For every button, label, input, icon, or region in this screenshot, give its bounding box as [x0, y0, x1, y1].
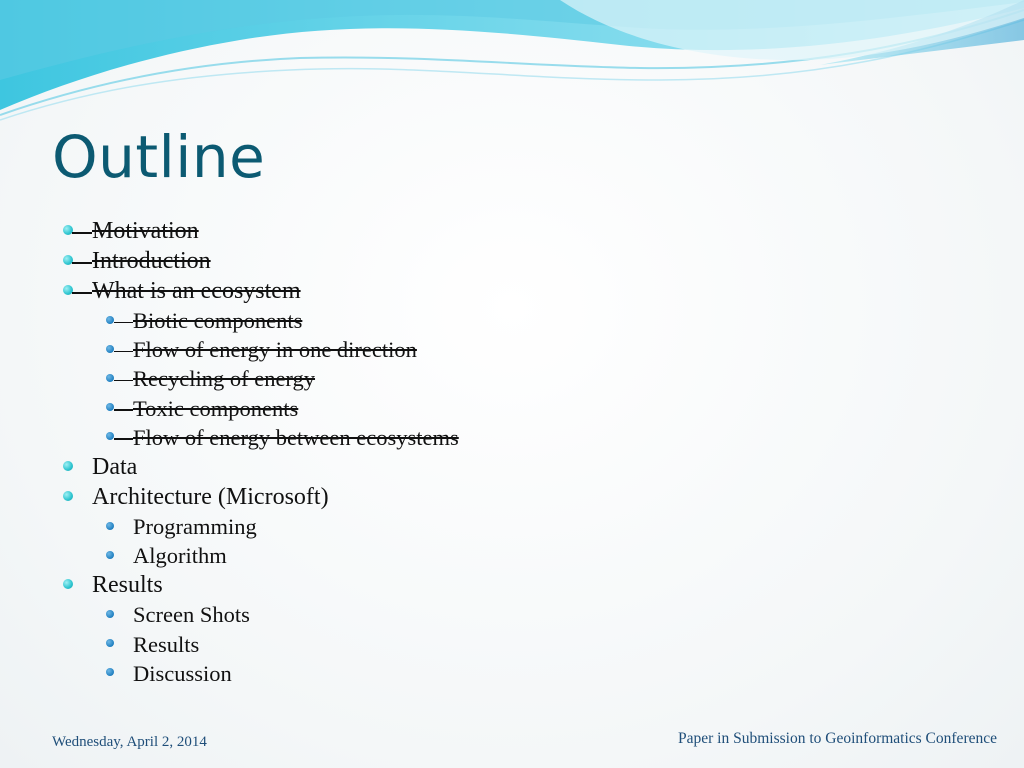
outline-item [60, 482, 760, 512]
outline-item [60, 570, 760, 600]
outline-item-text: Flow of energy between ecosystems [133, 424, 459, 450]
outline-item [60, 276, 760, 306]
bullet-icon [63, 461, 73, 471]
footer-date: Wednesday, April 2, 2014 [52, 734, 207, 750]
outline-subitem [60, 364, 760, 393]
outline-subitem [60, 541, 760, 570]
bullet-icon [63, 285, 73, 295]
outline-subitem [60, 512, 760, 541]
bullet-icon [106, 668, 114, 676]
outline-item-text: Architecture (Microsoft) [92, 483, 329, 510]
bullet-icon [106, 374, 114, 382]
bullet-icon [106, 316, 114, 324]
outline-item-text: Toxic components [133, 395, 299, 421]
outline-item [60, 452, 760, 482]
bullet-icon [63, 579, 73, 589]
bullet-icon [63, 225, 73, 235]
header-wave-decoration [0, 0, 1024, 130]
outline-item-text: Flow of energy in one direction [133, 337, 417, 363]
footer-note: Paper in Submission to Geoinformatics Conference [678, 730, 997, 747]
outline-item-text: Results [92, 572, 163, 599]
outline-item-text: Discussion [133, 660, 232, 686]
outline-subitem [60, 394, 760, 423]
outline-subitem [60, 335, 760, 364]
bullet-icon [106, 639, 114, 647]
bullet-icon [63, 255, 73, 265]
bullet-icon [106, 610, 114, 618]
bullet-icon [106, 432, 114, 440]
outline-item-text: Recycling of energy [133, 366, 316, 392]
outline-subitem [60, 630, 760, 659]
outline-item [60, 246, 760, 276]
outline-item-text: Screen Shots [133, 602, 250, 628]
outline-subitem [60, 659, 760, 688]
bullet-icon [106, 403, 114, 411]
outline-item-text: Programming [133, 513, 257, 539]
slide-title: Outline [52, 123, 266, 191]
outline-item-text: Results [133, 631, 200, 657]
outline-subitem [60, 600, 760, 629]
outline-item-text: Biotic components [133, 308, 303, 333]
outline-list [60, 216, 760, 688]
bullet-icon [63, 491, 73, 501]
outline-item-text: Motivation [92, 218, 199, 244]
outline-subitem [60, 423, 760, 452]
bullet-icon [106, 551, 114, 559]
outline-item-text: Data [92, 453, 138, 480]
outline-item-text: What is an ecosystem [92, 278, 301, 304]
bullet-icon [106, 345, 114, 353]
outline-item [60, 216, 760, 246]
bullet-icon [106, 522, 114, 530]
outline-subitem [60, 306, 760, 335]
outline-item-text: Introduction [92, 248, 211, 274]
outline-item-text: Algorithm [133, 543, 227, 569]
